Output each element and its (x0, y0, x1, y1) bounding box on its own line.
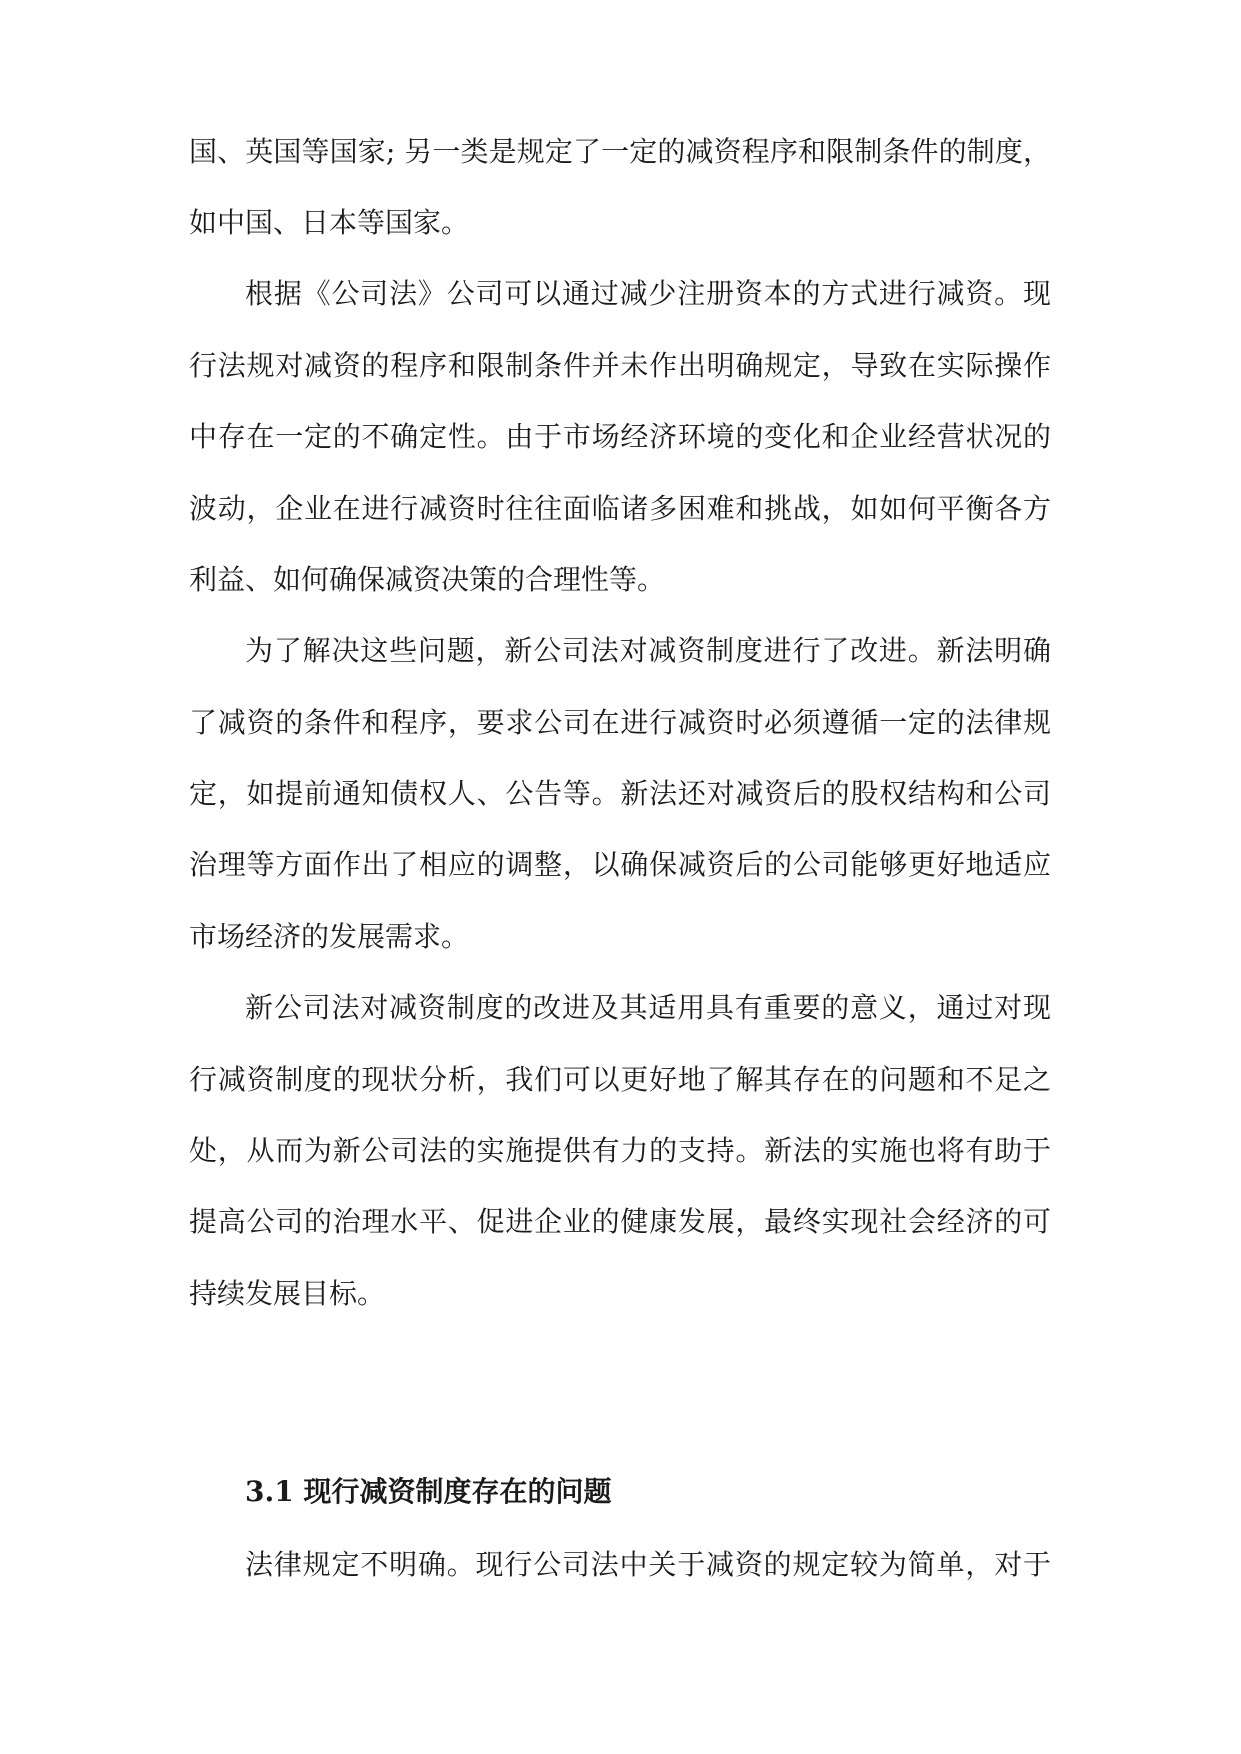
paragraph-3-line-5: 市场经济的发展需求。 (189, 920, 470, 953)
section-heading: 3.1 现行减资制度存在的问题 (245, 1475, 612, 1508)
paragraph-4-line-2: 行减资制度的现状分析，我们可以更好地了解其存在的问题和不足之 (189, 1063, 1051, 1096)
section-paragraph-line-1: 法律规定不明确。现行公司法中关于减资的规定较为简单，对于 (245, 1548, 1051, 1581)
paragraph-1-line-2: 如中国、日本等国家。 (189, 206, 470, 239)
paragraph-4-line-4: 提高公司的治理水平、促进企业的健康发展，最终实现社会经济的可 (189, 1205, 1051, 1238)
paragraph-3-line-1: 为了解决这些问题，新公司法对减资制度进行了改进。新法明确 (245, 634, 1051, 667)
paragraph-4-line-1: 新公司法对减资制度的改进及其适用具有重要的意义，通过对现 (245, 991, 1051, 1024)
paragraph-3-line-4: 治理等方面作出了相应的调整，以确保减资后的公司能够更好地适应 (189, 848, 1051, 881)
paragraph-1-line-1: 国、英国等国家; 另一类是规定了一定的减资程序和限制条件的制度， (189, 135, 1051, 168)
paragraph-2-line-3: 中存在一定的不确定性。由于市场经济环境的变化和企业经营状况的 (189, 420, 1051, 453)
paragraph-2-line-4: 波动，企业在进行减资时往往面临诸多困难和挑战，如如何平衡各方 (189, 492, 1051, 525)
paragraph-3-line-2: 了减资的条件和程序，要求公司在进行减资时必须遵循一定的法律规 (189, 706, 1051, 739)
paragraph-2-line-1: 根据《公司法》公司可以通过减少注册资本的方式进行减资。现 (245, 277, 1051, 310)
paragraph-2-line-2: 行法规对减资的程序和限制条件并未作出明确规定，导致在实际操作 (189, 349, 1051, 382)
paragraph-3-line-3: 定，如提前通知债权人、公告等。新法还对减资后的股权结构和公司 (189, 777, 1051, 810)
paragraph-2-line-5: 利益、如何确保减资决策的合理性等。 (189, 563, 666, 596)
paragraph-4-line-5: 持续发展目标。 (189, 1277, 386, 1310)
paragraph-4-line-3: 处，从而为新公司法的实施提供有力的支持。新法的实施也将有助于 (189, 1134, 1051, 1167)
